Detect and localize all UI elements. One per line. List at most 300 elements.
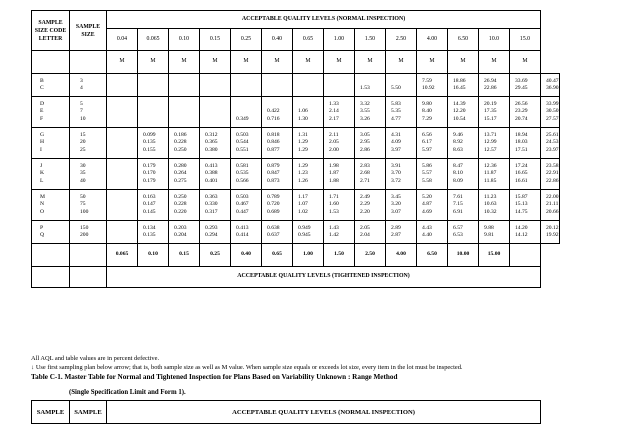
sample-size-cell-line: 40 — [80, 177, 86, 184]
aql-normal-value: 2.50 — [386, 29, 417, 51]
m-value-cell — [510, 221, 541, 244]
m-value: 0.293 — [205, 224, 218, 231]
m-value: 0.846 — [267, 139, 280, 146]
m-value: 1.23 — [298, 170, 308, 177]
m-value: 33.69 — [515, 77, 528, 84]
aql-tightened-value: 0.65 — [262, 244, 293, 267]
table-caption: Table C-1. Master Table for Normal and Tightened Inspection for Plans Based on Variability Unknown : Range Method — [31, 373, 398, 381]
header-sample-size: SAMPLE SIZE — [70, 11, 107, 51]
code-letter-cell — [32, 159, 70, 190]
m-value: 3.26 — [360, 115, 370, 122]
m-value: 5.20 — [422, 194, 432, 201]
code-letter-cell-line: D — [40, 101, 45, 108]
m-value-cell — [200, 190, 231, 221]
m-value: 10.54 — [453, 115, 466, 122]
m-value: 0.945 — [298, 232, 311, 238]
sample-size-cell — [70, 221, 107, 244]
m-value: 0.179 — [143, 163, 156, 170]
m-value: 5.35 — [391, 108, 401, 115]
code-letter-cell-line: K — [40, 170, 45, 177]
m-value: 40.47 — [546, 77, 559, 84]
m-value-cell — [169, 159, 200, 190]
m-value: 0.275 — [174, 177, 187, 184]
aql-normal-value: 0.10 — [169, 29, 200, 51]
sample-size-cell-line: 10 — [80, 115, 86, 122]
code-letter-cell — [32, 97, 70, 128]
m-value: 0.566 — [236, 177, 249, 184]
m-value-cell — [386, 190, 417, 221]
m-value: 1.31 — [298, 132, 308, 139]
m-value: 14.75 — [515, 208, 528, 215]
m-value: 3.55 — [360, 108, 370, 115]
m-value: 8.47 — [453, 163, 463, 170]
m-value-cell — [510, 159, 541, 190]
m-label: M — [479, 51, 510, 74]
m-value — [236, 101, 261, 108]
aql-normal-value: 0.065 — [138, 29, 169, 51]
m-value-cell — [293, 74, 324, 97]
m-value-cell — [324, 97, 355, 128]
m-value-cell — [479, 190, 510, 221]
m-value: 4.40 — [422, 232, 432, 238]
aql-tightened-value: 0.10 — [138, 244, 169, 267]
m-value-cell — [231, 128, 262, 159]
sample-size-cell — [70, 159, 107, 190]
m-value-cell — [231, 190, 262, 221]
next-table-header — [31, 400, 541, 424]
m-value: 5.86 — [422, 163, 432, 170]
m-value: 0.250 — [174, 194, 187, 201]
m-value: 20.12 — [546, 224, 559, 231]
m-value-cell — [200, 159, 231, 190]
m-value: 1.42 — [329, 232, 339, 238]
m-value-cell — [417, 128, 448, 159]
m-value: 16.61 — [515, 177, 528, 184]
m-value: 4.87 — [422, 201, 432, 208]
m-value-cell — [541, 221, 560, 244]
m-value-cell — [138, 74, 169, 97]
m-value-cell — [231, 74, 262, 97]
sample-size-cell-line: 150 — [80, 224, 89, 231]
m-value: 22.00 — [546, 194, 559, 201]
code-letter-cell-line: P — [40, 224, 44, 231]
m-label: M — [417, 51, 448, 74]
table-row-group — [32, 97, 560, 128]
m-value-cell — [293, 159, 324, 190]
next-sample-size-header: SAMPLE — [70, 401, 107, 424]
m-value: 10.32 — [484, 208, 497, 215]
m-value-cell — [541, 190, 560, 221]
m-value-cell — [386, 97, 417, 128]
m-value — [298, 101, 323, 108]
m-value: 1.43 — [329, 224, 339, 231]
table-body — [32, 74, 560, 288]
m-value: 0.949 — [298, 224, 311, 231]
code-letter-cell-line: Q — [40, 232, 45, 238]
m-value-cell — [169, 97, 200, 128]
m-value: 0.380 — [205, 146, 218, 153]
m-value: 6.57 — [453, 224, 463, 231]
m-value-cell — [324, 190, 355, 221]
sample-size-cell-line: 50 — [80, 194, 86, 201]
m-value: 20.19 — [484, 101, 497, 108]
m-value: 12.36 — [484, 163, 497, 170]
m-value: 8.92 — [453, 139, 463, 146]
m-value: 0.447 — [236, 208, 249, 215]
m-value: 12.20 — [453, 108, 466, 115]
m-value: 0.264 — [174, 170, 187, 177]
m-value: 5.50 — [391, 85, 401, 91]
m-value: 6.91 — [453, 208, 463, 215]
m-value: 20.74 — [515, 115, 528, 122]
m-value: 0.294 — [205, 232, 218, 238]
aql-normal-value: 0.15 — [200, 29, 231, 51]
m-value-cell — [293, 97, 324, 128]
m-value: 1.29 — [298, 146, 308, 153]
sample-size-cell-line: 7 — [80, 108, 83, 115]
m-value: 5.58 — [422, 177, 432, 184]
aql-tightened-value: 0.065 — [107, 244, 138, 267]
sample-size-cell-line: 30 — [80, 163, 86, 170]
table-subcaption: (Single Specification Limit and Form 1). — [69, 389, 186, 396]
m-value-cell — [448, 74, 479, 97]
aql-tightened-value: 0.25 — [200, 244, 231, 267]
aql-normal-value: 0.25 — [231, 29, 262, 51]
m-label: M — [200, 51, 231, 74]
next-normal-band: ACCEPTABLE QUALITY LEVELS (NORMAL INSPECTION) — [107, 401, 541, 424]
m-value: 0.349 — [236, 115, 249, 122]
m-value: 2.00 — [329, 146, 339, 153]
m-value: 0.422 — [267, 108, 280, 115]
m-value: 0.250 — [174, 146, 187, 153]
m-value-cell — [510, 74, 541, 97]
m-label: M — [448, 51, 479, 74]
blank-cell — [510, 244, 541, 267]
m-value-cell — [386, 74, 417, 97]
table-row-group — [32, 190, 560, 221]
m-value: 0.204 — [174, 232, 187, 238]
m-value-cell — [107, 221, 138, 244]
sample-size-cell-line: 5 — [80, 101, 83, 108]
m-value: 0.413 — [236, 224, 249, 231]
aql-tightened-value: 0.15 — [169, 244, 200, 267]
m-value-cell — [293, 221, 324, 244]
m-value: 3.70 — [391, 170, 401, 177]
m-value: 0.186 — [174, 132, 187, 139]
m-value: 2.95 — [360, 139, 370, 146]
m-value: 2.14 — [329, 108, 339, 115]
m-value: 0.818 — [267, 132, 280, 139]
m-value: 1.30 — [298, 115, 308, 122]
m-value: 5.97 — [422, 146, 432, 153]
sample-size-cell-line: 100 — [80, 208, 89, 215]
m-value: 11.85 — [484, 177, 497, 184]
m-value-cell — [138, 190, 169, 221]
m-value-cell — [510, 128, 541, 159]
m-value: 0.228 — [174, 201, 187, 208]
m-value-cell — [448, 159, 479, 190]
m-value: 2.83 — [360, 163, 370, 170]
m-value: 0.535 — [236, 170, 249, 177]
m-value: 0.503 — [236, 132, 249, 139]
m-value: 2.71 — [360, 177, 370, 184]
table-row-group — [32, 159, 560, 190]
m-label: M — [107, 51, 138, 74]
m-value-cell — [355, 190, 386, 221]
m-label: M — [293, 51, 324, 74]
m-value-cell — [324, 128, 355, 159]
m-value: 25.61 — [546, 132, 559, 139]
m-value: 6.56 — [422, 132, 432, 139]
m-value: 11.87 — [484, 170, 497, 177]
m-value: 8.40 — [422, 108, 432, 115]
table-row-group — [32, 74, 560, 97]
m-value-cell — [169, 74, 200, 97]
aql-normal-value: 0.65 — [293, 29, 324, 51]
sample-size-cell-line: 75 — [80, 201, 86, 208]
m-value-cell — [262, 159, 293, 190]
code-letter-cell — [32, 190, 70, 221]
m-value: 16.65 — [515, 170, 528, 177]
m-value: 0.228 — [174, 139, 187, 146]
m-value-cell — [386, 128, 417, 159]
m-value: 9.46 — [453, 132, 463, 139]
m-value: 0.170 — [143, 170, 156, 177]
tightened-band: ACCEPTABLE QUALITY LEVELS (TIGHTENED INSPECTION) — [107, 267, 541, 288]
m-value: 0.145 — [143, 208, 156, 215]
m-value: 0.551 — [236, 146, 249, 153]
m-value: 0.220 — [174, 208, 187, 215]
aql-normal-value: 6.50 — [448, 29, 479, 51]
m-value: 9.80 — [422, 101, 432, 108]
m-value: 6.53 — [453, 232, 463, 238]
m-value-cell — [107, 128, 138, 159]
code-letter-cell-line: E — [40, 108, 44, 115]
m-value-cell — [479, 74, 510, 97]
m-label: M — [169, 51, 200, 74]
m-value-cell — [448, 128, 479, 159]
m-value: 0.873 — [267, 177, 280, 184]
m-value: 8.10 — [453, 170, 463, 177]
m-value-cell — [355, 128, 386, 159]
m-value: 0.689 — [267, 208, 280, 215]
aql-normal-value: 1.00 — [324, 29, 355, 51]
arrow-note — [31, 364, 463, 371]
sample-size-cell — [70, 74, 107, 97]
m-value-cell — [169, 128, 200, 159]
m-value: 1.87 — [329, 170, 339, 177]
m-value-cell — [386, 159, 417, 190]
m-value-cell — [324, 159, 355, 190]
m-value: 2.87 — [391, 232, 401, 238]
m-value: 9.81 — [484, 232, 494, 238]
m-value: 1.17 — [298, 194, 308, 201]
table-row-group — [32, 128, 560, 159]
m-value: 0.203 — [174, 224, 187, 231]
m-value: 0.312 — [205, 132, 218, 139]
m-value: 2.29 — [360, 201, 370, 208]
m-value: 3.32 — [360, 101, 370, 108]
down-arrow-icon: ↓ — [31, 364, 35, 371]
m-value: 0.544 — [236, 139, 249, 146]
m-value: 4.09 — [391, 139, 401, 146]
m-value: 11.23 — [484, 194, 497, 201]
sample-size-cell-line: 20 — [80, 139, 86, 146]
m-value: 8.09 — [453, 177, 463, 184]
m-value: 0.716 — [267, 115, 280, 122]
m-value: 0.413 — [205, 163, 218, 170]
m-value: 0.503 — [236, 194, 249, 201]
sample-size-cell-line: 25 — [80, 146, 86, 153]
m-value: 2.05 — [329, 139, 339, 146]
m-value-cell — [107, 190, 138, 221]
m-value: 20.66 — [546, 208, 559, 215]
m-value: 15.87 — [515, 194, 528, 201]
master-table — [31, 10, 560, 288]
m-value: 3.45 — [391, 194, 401, 201]
m-value: 13.71 — [484, 132, 497, 139]
m-label: M — [138, 51, 169, 74]
m-value-cell — [262, 221, 293, 244]
aql-normal-value: 1.50 — [355, 29, 386, 51]
m-value: 14.12 — [515, 232, 528, 238]
m-label: M — [386, 51, 417, 74]
aql-tightened-value: 4.00 — [386, 244, 417, 267]
m-value: 0.789 — [267, 194, 280, 201]
m-value — [391, 78, 416, 85]
m-value: 1.98 — [329, 163, 339, 170]
m-value: 0.365 — [205, 139, 218, 146]
m-value — [360, 78, 385, 85]
m-label: M — [324, 51, 355, 74]
m-value: 5.57 — [422, 170, 432, 177]
m-value-cell — [355, 74, 386, 97]
m-value: 3.72 — [391, 177, 401, 184]
m-value: 0.637 — [267, 232, 280, 238]
code-letter-cell-line: B — [40, 77, 44, 84]
m-value: 3.97 — [391, 146, 401, 153]
m-value: 3.91 — [391, 163, 401, 170]
code-letter-cell-line: O — [40, 208, 45, 215]
m-value: 8.63 — [453, 146, 463, 153]
m-value: 1.71 — [329, 194, 339, 201]
sample-size-cell-line: 35 — [80, 170, 86, 177]
m-value: 23.58 — [546, 163, 559, 170]
m-value: 2.17 — [329, 115, 339, 122]
m-value: 7.59 — [422, 77, 432, 84]
blank-cell — [32, 267, 70, 288]
m-value-cell — [107, 74, 138, 97]
m-value: 26.56 — [515, 101, 528, 108]
m-value — [267, 101, 292, 108]
m-value: 17.24 — [515, 163, 528, 170]
m-value-cell — [355, 221, 386, 244]
m-value: 2.20 — [360, 208, 370, 215]
m-value: 2.49 — [360, 194, 370, 201]
m-value: 1.02 — [298, 208, 308, 215]
aql-tightened-value: 10.00 — [448, 244, 479, 267]
m-value-cell — [479, 97, 510, 128]
m-value: 0.135 — [143, 139, 156, 146]
m-value-cell — [200, 97, 231, 128]
m-value-cell — [417, 221, 448, 244]
m-value: 36.90 — [546, 85, 559, 91]
m-value: 7.15 — [453, 201, 463, 208]
m-value-cell — [479, 128, 510, 159]
m-value: 1.26 — [298, 177, 308, 184]
m-value: 10.63 — [484, 201, 497, 208]
arrow-note-text: Use first sampling plan below arrow; that is, both sample size as well as M value. When sample size equals or exceeds lot size, every item in the lot must be inspected. — [35, 364, 463, 371]
code-letter-cell-line: J — [40, 163, 43, 170]
m-value: 0.163 — [143, 194, 156, 201]
sample-size-cell — [70, 97, 107, 128]
m-value-cell — [417, 97, 448, 128]
m-value-cell — [231, 221, 262, 244]
m-value-cell — [138, 128, 169, 159]
m-value: 17.51 — [515, 146, 528, 153]
m-value: 30.50 — [546, 108, 559, 115]
m-value: 0.155 — [143, 146, 156, 153]
m-value-cell — [541, 74, 560, 97]
m-value-cell — [479, 221, 510, 244]
m-value: 3.07 — [391, 208, 401, 215]
m-value-cell — [386, 221, 417, 244]
m-value: 24.53 — [546, 139, 559, 146]
m-value-cell — [324, 221, 355, 244]
m-value: 2.68 — [360, 170, 370, 177]
m-value: 1.60 — [329, 201, 339, 208]
m-value: 17.35 — [484, 108, 497, 115]
m-value: 12.57 — [484, 146, 497, 153]
m-value: 15.17 — [484, 115, 497, 122]
m-value-cell — [510, 97, 541, 128]
m-value: 23.97 — [546, 146, 559, 153]
m-value-cell — [107, 97, 138, 128]
m-value: 23.29 — [515, 108, 528, 115]
m-value-cell — [417, 74, 448, 97]
m-value-cell — [324, 74, 355, 97]
m-value-cell — [448, 190, 479, 221]
m-label: M — [355, 51, 386, 74]
sample-size-cell-line: 200 — [80, 232, 89, 238]
sample-size-cell-line: 15 — [80, 132, 86, 139]
m-value: 14.39 — [453, 101, 466, 108]
m-value-cell — [355, 97, 386, 128]
aql-normal-value: 0.40 — [262, 29, 293, 51]
m-value-cell — [107, 159, 138, 190]
aql-normal-value: 15.0 — [510, 29, 541, 51]
m-value: 0.847 — [267, 170, 280, 177]
m-value: 14.20 — [515, 224, 528, 231]
m-value-cell — [541, 97, 560, 128]
m-value: 4.69 — [422, 208, 432, 215]
m-value-cell — [262, 97, 293, 128]
code-letter-cell-line: N — [40, 201, 45, 208]
m-label: M — [510, 51, 541, 74]
m-value-cell — [169, 190, 200, 221]
code-letter-cell-line: G — [40, 132, 45, 139]
aql-normal-value: 10.0 — [479, 29, 510, 51]
m-value: 0.135 — [143, 232, 156, 238]
m-value: 0.099 — [143, 132, 156, 139]
blank-cell — [32, 51, 70, 74]
m-value-cell — [448, 221, 479, 244]
m-value: 29.45 — [515, 85, 528, 91]
m-value: 0.401 — [205, 177, 218, 184]
m-value-cell — [541, 159, 560, 190]
m-value-cell — [541, 128, 560, 159]
code-letter-cell-line: M — [40, 194, 45, 201]
